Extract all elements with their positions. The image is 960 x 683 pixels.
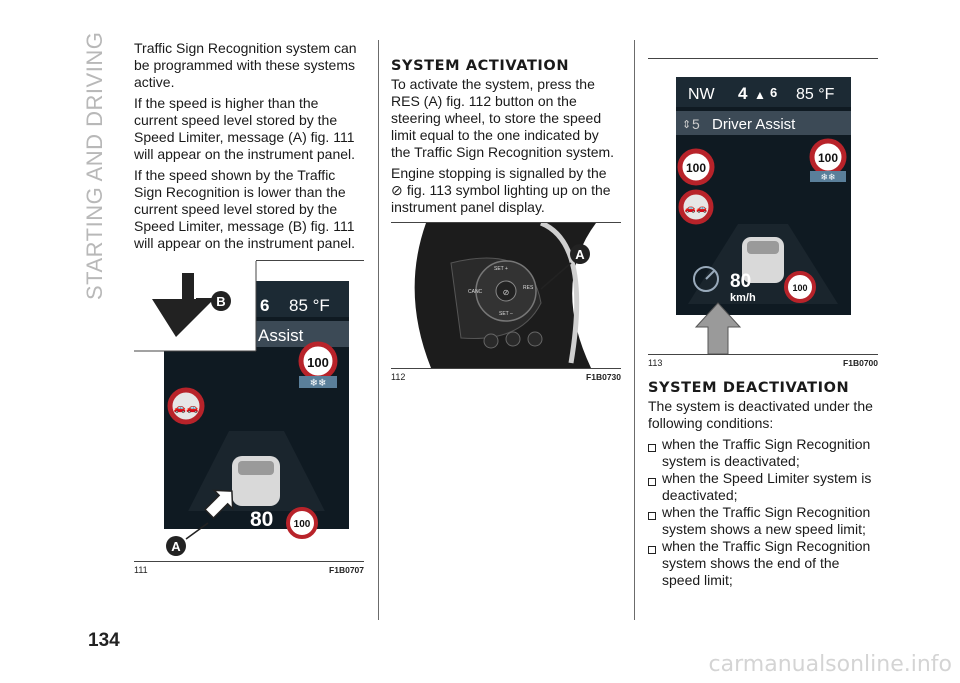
callout-a-label: A [171,539,181,554]
list-item-text: when the Speed Limiter system is deactivated; [662,470,872,503]
display-gear-6: 6 [770,85,778,100]
list-item [648,470,878,504]
figure-caption [648,355,878,368]
figure-caption [134,562,364,575]
paragraph: If the speed is higher than the current speed level stored by the Speed Limiter, message (A) fig. 111 will appear on the instrument panel. [134,95,356,162]
display-direction: NW [688,86,715,103]
paragraph-lead: Engine stopping is signalled by the [391,165,607,181]
car-icon: 🚗🚗 [173,403,199,414]
section-heading: SYSTEM ACTIVATION [391,58,570,74]
display-assist: Assist [258,326,304,345]
btn-set-plus[interactable]: SET + [494,266,508,272]
column-2 [391,40,621,382]
display-title: Driver Assist [712,116,796,133]
section-heading: SYSTEM DEACTIVATION [648,380,850,396]
speed-unit: km/h [730,292,756,304]
sign-left-value: 100 [685,161,707,175]
speed-value: 80 [730,271,752,292]
figure-caption [391,369,621,382]
paragraph-tail: fig. 113 symbol lighting up on the instrument panel display. [391,182,611,215]
figure-111-image [134,261,364,561]
paragraph: Traffic Sign Recognition system can be programmed with these systems active. [134,40,357,90]
mountain-icon: ▲ [754,88,766,102]
figure-code: F1B0707 [329,565,364,575]
checkbox-bullet-icon [648,546,656,554]
column-3 [648,40,878,589]
paragraph: To activate the system, press the RES (A) fig. 112 button on the steering wheel, to store the speed limit equal to the one indicated by the Traffic Sign Recognition system. [391,76,615,160]
btn-canc[interactable]: CANC [468,289,483,295]
watermark: carmanualsonline.info [708,652,952,677]
callout-b-label: B [216,294,226,309]
list-item [648,436,878,470]
figure-113-image [648,59,878,354]
list-item-text: when the Traffic Sign Recognition system shows a new speed limit; [662,504,871,537]
list-item-text: when the Traffic Sign Recognition system shows the end of the speed limit; [662,538,871,588]
list-item [648,504,878,538]
figure-code: F1B0700 [843,358,878,368]
paragraph: The system is deactivated under the following conditions: [648,398,873,431]
updown-icon: ⇕ [682,119,692,131]
figure-111 [134,260,364,575]
checkbox-bullet-icon [648,478,656,486]
sign-speed: 100 [307,355,329,370]
callout-a-label: A [575,247,585,262]
page-number: 134 [88,630,120,651]
list-item-text: when the Traffic Sign Recognition system is deactivated; [662,436,871,469]
paragraph [391,165,621,216]
speed-value: 80 [250,508,274,531]
list-item [648,538,878,589]
limiter-icon: ⊘ [502,288,510,297]
snowflake-icon: ❄❄ [309,378,327,389]
sign-right-value: 100 [817,151,839,165]
display-temperature: 85 °F [796,86,835,103]
figure-112 [391,222,621,382]
display-gear-6: 6 [260,296,270,315]
speed-limiter-icon: ⊘ [391,182,403,198]
column-1 [134,40,364,575]
display-temperature: 85 °F [289,296,330,315]
limit-sign-value: 100 [293,519,311,530]
figure-code: F1B0730 [586,372,621,382]
section-title: STARTING AND DRIVING [82,31,107,300]
figure-number: 111 [134,565,148,575]
btn-res[interactable]: RES [523,285,534,291]
display-gear-4: 4 [738,84,748,103]
snowflake-icon: ❄❄ [820,172,836,182]
limit-sign-value: 100 [792,283,808,293]
column-divider [634,40,635,620]
checkbox-bullet-icon [648,444,656,452]
checkbox-bullet-icon [648,512,656,520]
display-5: 5 [692,116,700,132]
car-icon: 🚗🚗 [684,203,708,213]
paragraph: If the speed shown by the Traffic Sign Recognition is lower than the current speed level stored by the Speed Limiter, message (B) fig. 111 will appear on the instrument panel. [134,167,356,251]
figure-112-image [391,223,621,368]
figure-number: 113 [648,358,663,368]
column-divider [378,40,379,620]
figure-113 [648,58,878,368]
figure-number: 112 [391,372,406,382]
btn-set-minus[interactable]: SET – [499,311,513,317]
